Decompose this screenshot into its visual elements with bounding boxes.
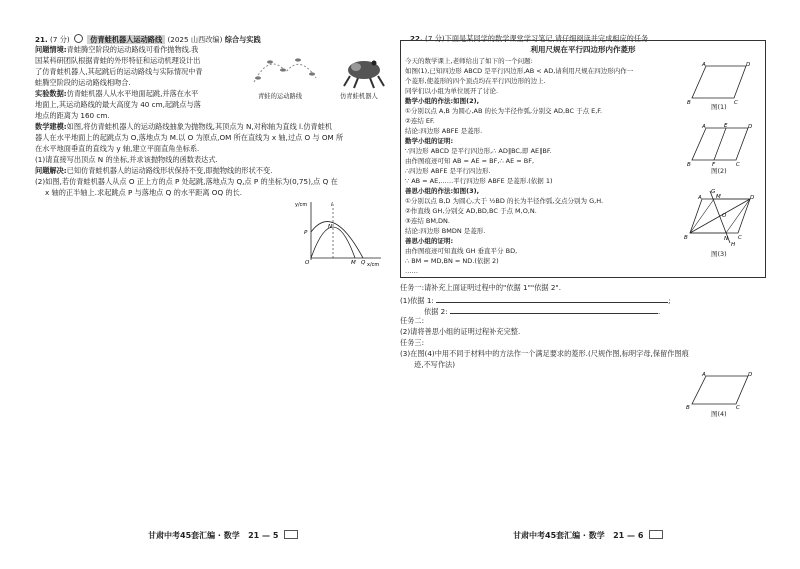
label-D: D (748, 372, 753, 378)
y-axis-label: y/cm (295, 202, 308, 208)
label-D: D (748, 124, 753, 130)
task-1-basis-2: 依据 2: . (424, 307, 661, 316)
task-3-text-cont: 迹,不写作法) (414, 360, 456, 369)
label-l: l (331, 202, 333, 208)
label-E: E (724, 123, 728, 129)
figure-2 (682, 122, 754, 172)
label-H: H (731, 242, 736, 248)
task-1-basis-1-label: (1)依据 1: (400, 296, 434, 305)
topic-badge: 仿青蛙机器人运动路线 (87, 35, 165, 44)
task-3-title: 任务三: (400, 338, 424, 347)
text-line: 器人在水平地面上的起跳点为 O,落地点为 M.以 O 为原点,OM 所在直线为 x 轴,过点 O 与 OM 所 (35, 133, 344, 142)
footer-title: 甘肃中考45套汇编 · 数学 (148, 531, 240, 540)
footer-page-number: 21 — 6 (613, 531, 644, 540)
label-F: F (712, 162, 716, 168)
text-line: 国某科研团队根据青蛙的外形特征和运动机理设计出 (35, 56, 201, 65)
note-line: 同学们以小组为单位展开了讨论. (405, 87, 499, 95)
task-1-title: 任务一:请补充上面证明过程中的"依据 1""依据 2". (400, 283, 562, 292)
note-line: ∴ BM = MD,BN = ND.(依据 2) (405, 257, 499, 265)
x-axis-label: x/cm (367, 262, 380, 268)
footer-title: 甘肃中考45套汇编 · 数学 (513, 531, 605, 540)
basis-2-answer-line[interactable] (450, 305, 658, 314)
label-A: A (702, 124, 706, 130)
note-line: 今天的数学课上,老师给出了如下的一个问题: (405, 57, 533, 65)
note-line: 由作图痕迹可知直线 GH 垂直平分 BD, (405, 247, 518, 255)
image-caption-frog: 青蛙的运动路线 (258, 93, 303, 100)
label-B: B (687, 100, 691, 106)
task-3-text: (3)在图(4)中用不同于材料中的方法作一个满足要求的菱形.(尺规作图,标明字母,保留作图痕 (400, 349, 689, 358)
question-number: 21. (35, 35, 48, 44)
task-1-basis-1: (1)依据 1: ; (400, 296, 671, 305)
question-number: 22. (410, 34, 423, 43)
question-21-header (35, 34, 261, 46)
label-M: M (716, 194, 721, 200)
text-line: 蛙腾空阶段的运动路线相吻合. (35, 78, 131, 87)
note-line: …… (405, 267, 418, 275)
label-N: N (724, 236, 729, 242)
parabola-graph (295, 198, 385, 268)
text-line: 实验数据:仿青蛙机器人从水平地面起跳,并落在水平 (35, 89, 199, 98)
label-B: B (684, 235, 688, 241)
label-D: D (746, 62, 751, 68)
figure-3 (680, 185, 760, 247)
note-line: ∴四边形 ABFE 是平行四边形. (405, 167, 491, 175)
text-line: 了仿青蛙机器人,其起跳后的运动路线与实际情况中青 (35, 67, 203, 76)
note-line: 由作图痕迹可知 AB = AE = BF,∴ AE = BF, (405, 157, 535, 165)
text-line: 地点的距离为 160 cm. (35, 111, 110, 120)
task-2-title: 任务二: (400, 316, 424, 325)
text-line: 数学建模:如图,将仿青蛙机器人的运动路线抽象为抛物线,其顶点为 N,对称轴为直线 l.仿青蛙机 (35, 122, 333, 131)
label-O: O (722, 213, 727, 219)
star-badge-icon (74, 34, 83, 43)
question-source: (2025 山西改编) (167, 35, 223, 44)
basis-1-answer-line[interactable] (436, 294, 668, 303)
text-line: 在水平地面垂直的直线为 y 轴,建立平面直角坐标系. (35, 144, 200, 153)
label-C: C (736, 405, 740, 411)
note-line: 勤学小组的作法:如图(2), (405, 97, 480, 105)
figure-4 (682, 370, 754, 410)
text-line: 问题情境:青蛙腾空阶段的运动路线可看作抛物线.我 (35, 45, 199, 54)
note-line: 善思小组的证明: (405, 237, 454, 245)
label-O: O (305, 260, 310, 266)
note-line: ∵ AB = AE,……平行四边形 ABFE 是菱形.(依据 1) (405, 177, 553, 185)
label-A: A (698, 195, 702, 201)
label-P: P (304, 230, 308, 236)
text-line: (1)请直接写出顶点 N 的坐标,并求该抛物线的函数表达式. (35, 155, 218, 164)
text-line: 地面上,其运动路线的最大高度为 40 cm,起跳点与落 (35, 100, 201, 109)
note-line: 结论:四边形 ABFE 是菱形. (405, 127, 483, 135)
figure-3-caption: 图(3) (711, 250, 727, 258)
note-line: ①分别以点 A,B 为圆心,AB 的长为半径作弧,分别交 AD,BC 于点 E,F. (405, 107, 603, 115)
note-line: 个菱形,使菱形的四个顶点均在平行四边形的边上. (405, 77, 546, 85)
robot-frog-illustration (340, 50, 388, 90)
label-C: C (738, 235, 742, 241)
note-line: ③连结 BM,DN. (405, 217, 450, 225)
note-line: 勤学小组的证明: (405, 137, 454, 145)
question-score: (7 分) (50, 35, 70, 44)
text-line: (2)如图,若仿青蛙机器人从点 O 正上方的点 P 处起跳,落地点为 Q,点 P 的坐标为(0,75),点 Q 在 (35, 177, 338, 186)
label-M: M (351, 260, 356, 266)
label-B: B (687, 162, 691, 168)
label-C: C (736, 162, 740, 168)
label-A: A (702, 62, 706, 68)
label-N: N (328, 224, 333, 230)
question-topic: 综合与实践 (224, 35, 261, 44)
note-line: 结论:四边形 BMDN 是菱形. (405, 227, 486, 235)
task-1-basis-2-label: 依据 2: (424, 307, 448, 316)
notes-title: 利用尺规在平行四边形内作菱形 (530, 45, 636, 54)
footer-left (148, 530, 298, 542)
image-caption-robot: 仿青蛙机器人 (340, 93, 378, 100)
note-line: 善思小组的作法:如图(3), (405, 187, 480, 195)
publisher-logo-icon (649, 530, 663, 539)
publisher-logo-icon (284, 530, 298, 539)
note-line: ∵四边形 ABCD 是平行四边形,∴ AD∥BC,即 AE∥BF. (405, 147, 552, 155)
figure-1-caption: 图(1) (711, 103, 727, 111)
label-Q: Q (361, 260, 366, 266)
text-line: 问题解决:已知仿青蛙机器人的运动路线形状保持不变,即抛物线的形状不变. (35, 166, 273, 175)
note-line: 如图(1),已知四边形 ABCD 是平行四边形,AB < AD,请利用尺规在四边形内作一 (405, 67, 634, 75)
note-line: ②作直线 GH,分别交 AD,BD,BC 于点 M,O,N. (405, 207, 537, 215)
note-line: ①分别以点 B,D 为圆心,大于 ½BD 的长为半径作弧,交点分别为 G,H. (405, 197, 604, 205)
label-B: B (686, 405, 690, 411)
question-text: (7 分)下面是某同学的数学课堂学习笔记,请仔细阅读并完成相应的任务. (425, 34, 651, 43)
footer-page-number: 21 — 5 (248, 531, 279, 540)
figure-2-caption: 图(2) (711, 167, 727, 175)
note-line: ②连结 EF. (405, 117, 435, 125)
label-D: D (750, 195, 755, 201)
text-line: x 轴的正半轴上.求起跳点 P 与落地点 Q 的水平距离 OQ 的长. (45, 188, 243, 197)
frog-motion-illustration (250, 48, 320, 90)
label-A: A (702, 372, 706, 378)
label-G: G (711, 189, 716, 195)
footer-right (513, 530, 663, 542)
label-C: C (734, 100, 738, 106)
task-2-text: (2)请将善思小组的证明过程补充完整. (400, 327, 521, 336)
figure-4-caption: 图(4) (711, 410, 727, 418)
